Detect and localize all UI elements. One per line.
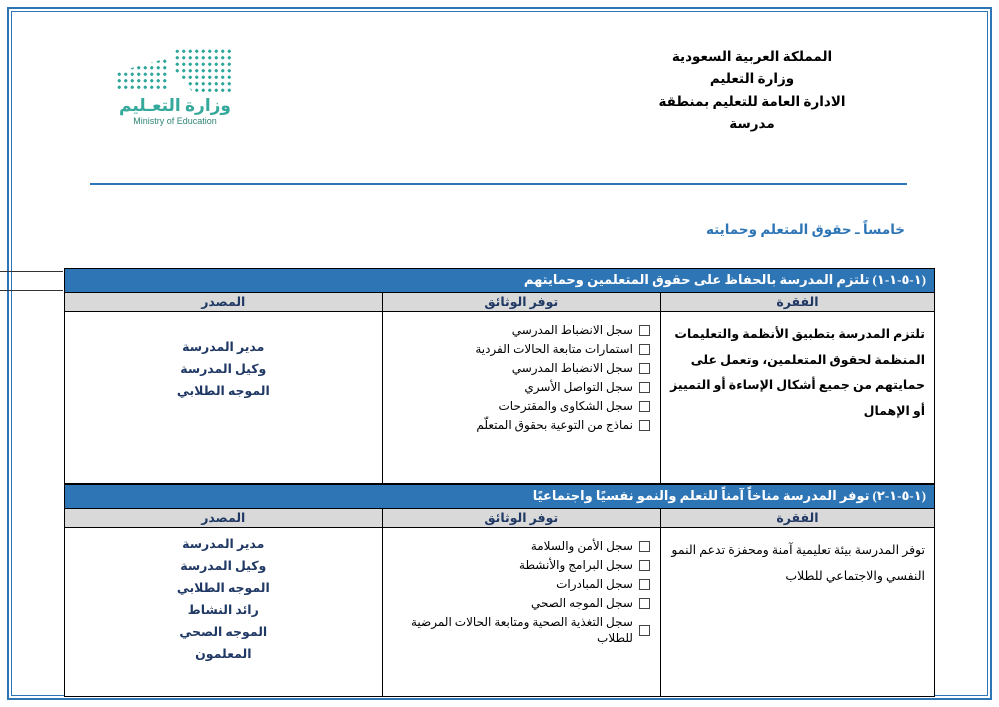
column-header-paragraph: الفقرة <box>660 293 934 312</box>
document-label: سجل التواصل الأسري <box>524 380 633 394</box>
criterion-title: توفر المدرسة مناخاً آمناً للتعلم والنمو نفسيًا واجتماعيًا <box>532 488 870 503</box>
logo-english-wordmark: Ministry of Education <box>133 116 217 126</box>
criteria-tables <box>64 268 935 697</box>
document-item <box>393 398 650 414</box>
paragraph-cell: تلتزم المدرسة بتطبيق الأنظمة والتعليمات المنظمة لحقوق المتعلمين، وتعمل على حمايتهم من جميع أشكال الإساءة أو التمييز أو الإهمال <box>660 312 934 484</box>
document-item <box>393 360 650 376</box>
criteria-table-2 <box>64 484 935 697</box>
criteria-table-1 <box>64 268 935 484</box>
table-1-title-bar <box>65 269 935 293</box>
org-header-line-school: مدرسة <box>729 115 775 131</box>
criterion-title: تلتزم المدرسة بالحفاظ على حقوق المتعلمين وحمايتهم <box>523 272 870 287</box>
checkbox-icon[interactable] <box>639 325 650 336</box>
source-cell <box>65 528 383 697</box>
source-cell <box>65 312 383 484</box>
source-item: المعلمون <box>195 647 252 661</box>
document-label: سجل الشكاوى والمقترحات <box>498 399 633 413</box>
source-item: الموجه الطلابي <box>176 581 270 595</box>
source-item: مدير المدرسة <box>182 340 265 354</box>
org-header-line-ministry: وزارة التعليم <box>709 71 795 87</box>
document-item <box>393 614 650 646</box>
document-item <box>393 557 650 573</box>
checkbox-icon[interactable] <box>639 401 650 412</box>
documents-cell <box>382 312 660 484</box>
document-label: سجل الانضباط المدرسي <box>511 323 633 337</box>
document-label: سجل الموجه الصحي <box>530 596 633 610</box>
document-item <box>393 341 650 357</box>
logo-arabic-wordmark: وزارة التعـليم <box>118 96 232 115</box>
checkbox-icon[interactable] <box>639 625 650 636</box>
edge-revision-mark <box>0 290 63 291</box>
logo-dots-right <box>174 48 234 94</box>
column-header-documents: توفر الوثائق <box>382 293 660 312</box>
paragraph-cell: توفر المدرسة بيئة تعليمية آمنة ومحفزة تدعم النمو النفسي والاجتماعي للطلاب <box>660 528 934 697</box>
checkbox-icon[interactable] <box>639 382 650 393</box>
ministry-logo-dots-icon <box>114 48 236 94</box>
document-item <box>393 379 650 395</box>
source-item: وكيل المدرسة <box>180 362 267 376</box>
source-item: مدير المدرسة <box>182 537 265 551</box>
column-header-paragraph: الفقرة <box>660 509 934 528</box>
source-item: رائد النشاط <box>187 603 259 617</box>
checkbox-icon[interactable] <box>639 420 650 431</box>
document-label: سجل المبادرات <box>556 577 633 591</box>
org-header-line-administration: الادارة العامة للتعليم بمنطقة <box>658 93 846 109</box>
column-header-documents: توفر الوثائق <box>382 509 660 528</box>
document-label: نماذج من التوعية بحقوق المتعلّم <box>476 418 633 432</box>
document-item <box>393 322 650 338</box>
column-header-source: المصدر <box>65 293 383 312</box>
header-divider-line <box>90 183 907 185</box>
document-label: استمارات متابعة الحالات الفردية <box>475 342 633 356</box>
edge-revision-mark <box>0 271 63 272</box>
document-label: سجل البرامج والأنشطة <box>519 558 633 572</box>
document-label: سجل التغذية الصحية ومتابعة الحالات المرضية للطلاب <box>411 615 633 645</box>
column-header-source: المصدر <box>65 509 383 528</box>
checkbox-icon[interactable] <box>639 363 650 374</box>
document-label: سجل الأمن والسلامة <box>530 539 633 553</box>
document-item <box>393 417 650 433</box>
section-title: خامساً ـ حقوق المتعلم وحمايته <box>705 222 905 237</box>
checkbox-icon[interactable] <box>639 560 650 571</box>
checkbox-icon[interactable] <box>639 541 650 552</box>
checkbox-icon[interactable] <box>639 598 650 609</box>
source-item: وكيل المدرسة <box>180 559 267 573</box>
org-header-line-country: المملكة العربية السعودية <box>671 49 833 64</box>
checkbox-icon[interactable] <box>639 579 650 590</box>
document-item <box>393 538 650 554</box>
document-item <box>393 595 650 611</box>
document-label: سجل الانضباط المدرسي <box>511 361 633 375</box>
checkbox-icon[interactable] <box>639 344 650 355</box>
documents-cell <box>382 528 660 697</box>
document-item <box>393 576 650 592</box>
table-2-title-bar <box>65 485 935 509</box>
logo-dots-left <box>116 58 168 92</box>
source-item: الموجه الطلابي <box>176 384 270 398</box>
org-header-block <box>617 46 887 135</box>
criterion-code: (١-٥-١-١) <box>872 272 926 287</box>
criterion-code: (١-٥-١-٢) <box>872 488 926 503</box>
source-item: الموجه الصحي <box>179 625 268 639</box>
ministry-logo <box>100 48 250 126</box>
